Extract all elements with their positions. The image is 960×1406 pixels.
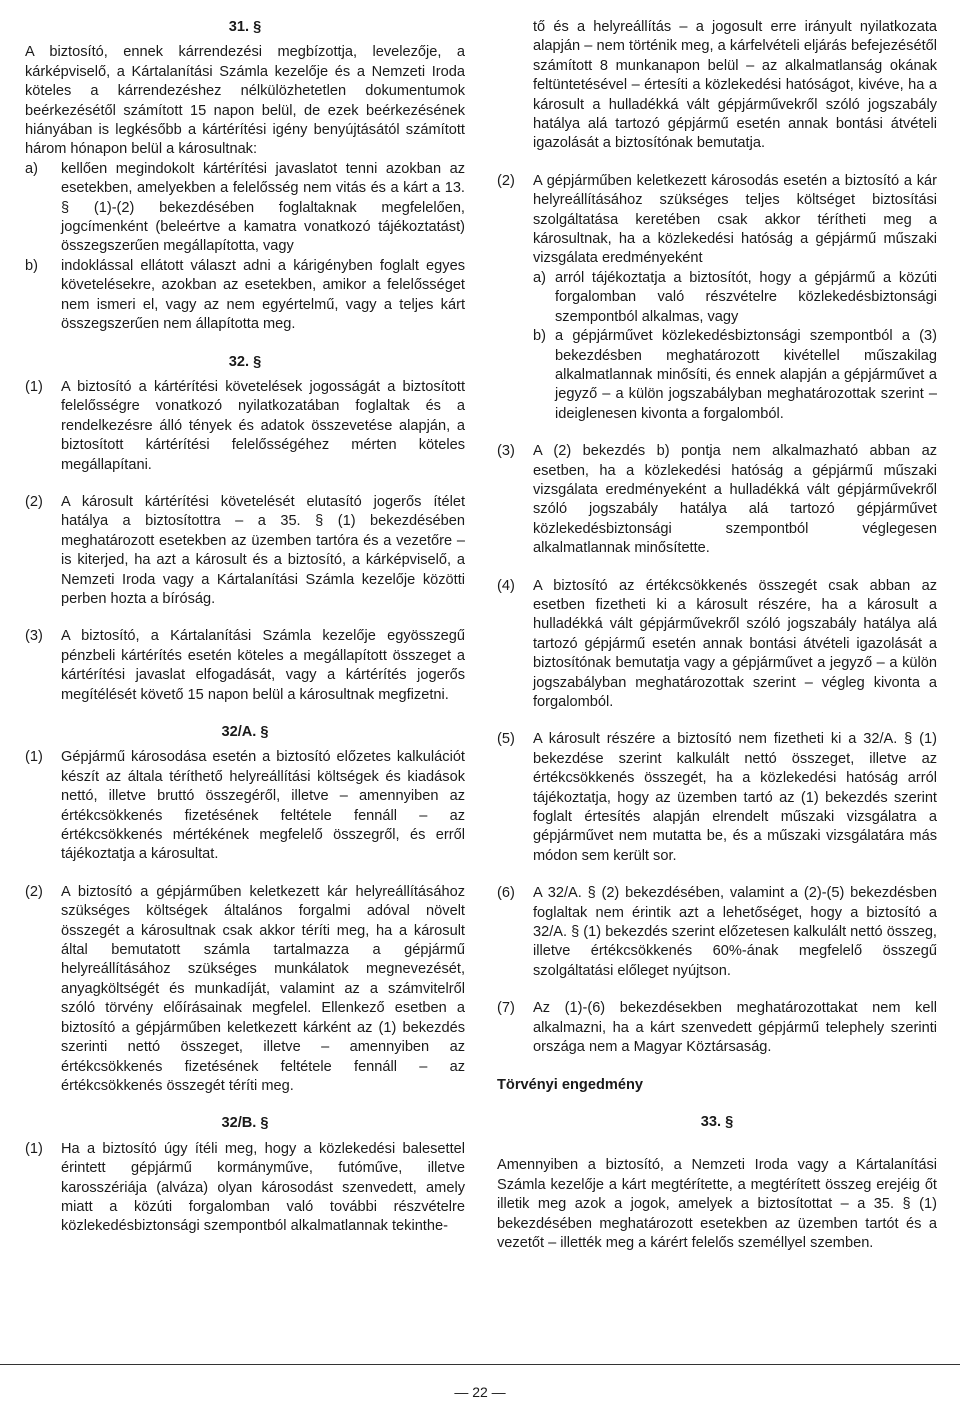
section-31-point-b [25, 257, 465, 335]
paragraph-label: (7) [497, 1000, 515, 1017]
paragraph-text: Gépjármű károsodása esetén a biztosító előzetes kalkulációt készít az általa téríthető helyreállítási költségek és kiadások nettó, illetve bruttó összegéről, illetve – amennyiben az értékcsökkenés fizetésének feltétele fennáll – az értékcsökkenés mértékének megfelelő összegről, és erről tájékoztatja a károsultat. [61, 749, 465, 863]
section-32a-paragraph-2 [25, 883, 465, 1096]
point-text: indoklással ellátott választ adni a kárigényben foglalt egyes követelésekre, azokban az esetekben, amikor a felelősséget nem ismeri el, vagy az nem egyértelmű, vagy a teljes kárt összegszerűen nem állapította meg. [61, 257, 465, 333]
paragraph-text: A károsult részére a biztosító nem fizetheti ki a 32/A. § (1) bekezdése szerint kalkulált nettó összeget, illetve az értékcsökkenés összegét, ha a közlekedési hatóság arról tájékoztatja, hogy az üzemben tartó az (1) bekezdés szerint foglalt értesítés alapján elrendelt műszaki vizsgálatra a gépjárművet nem mutatta be, és a műszaki vizsgálatára más módon sem került sor. [533, 731, 937, 864]
paragraph-label: (4) [497, 577, 515, 594]
left-column [25, 18, 465, 1237]
paragraph-text: Ha a biztosító úgy ítéli meg, hogy a közlekedési balesettel érintett gépjármű kormányműve, futóműve, illetve karosszériája (alváza) olyan károsodást szenvedett, amely miatt a közúti forgalomban való további részvételre közlekedésbiztonsági szempontból alkalmatlannak tekinthe- [61, 1140, 465, 1235]
paragraph-label: (1) [25, 749, 43, 766]
paragraph-text: Az (1)-(6) bekezdésekben meghatározottakat nem kell alkalmazni, ha a kárt szenvedett gépjármű telephely szerinti országa nem a Magyar Köztársaság. [533, 1000, 937, 1056]
section-32b-paragraph-3 [497, 442, 937, 558]
section-32b-paragraph-1 [25, 1140, 465, 1237]
section-32b-paragraph-4 [497, 577, 937, 713]
point-text: a gépjárművet közlekedésbiztonsági szempontból a (3) bekezdésben meghatározott kivétellel műszakilag alkalmatlannak minősíti, és ennek alapján a gépjárművet a jegyző – a külön jogszabályban meghatározottak szerint – ideiglenesen kivonta a forgalomból. [555, 328, 937, 422]
paragraph-text: A károsult kártérítési követelését elutasító jogerős ítélet hatálya a biztosítottra – a 35. § (1) bekezdésében meghatározott esetekben az üzemben tartóra és a vezetőre – is kiterjed, ha azt a károsult és a biztosító, a kárképviselő, a Nemzeti Iroda vagy a Kártalanítási Számla kezelője közötti perben hozta a bíróság. [61, 493, 465, 607]
paragraph-text: A (2) bekezdés b) pontja nem alkalmazható abban az esetben, ha a közlekedési hatóság a gépjármű műszaki vizsgálata eredményeként a hulladékká vált gépjárművekről szóló jogszabály hatálya alá tartozó gépjárművet közlekedésbiztonsági szempontból véglegesen alkalmatlannak minősítette. [533, 443, 937, 557]
point-text: kellően megindokolt kártérítési javaslatot tenni azokban az esetekben, amelyekben a felelősség nem vitás és a kárt a 13. § (1)-(2) bekezdésében foglaltaknak megfelelően, jogcímenként (beleértve a kamatra vonatkozó tájékoztatást) összegszerűen megállapította, vagy [61, 160, 465, 255]
section-33-heading: 33. § [700, 1113, 734, 1130]
section-32-heading: 32. § [228, 353, 262, 370]
paragraph-label: (2) [497, 172, 515, 189]
point-label: a) [533, 269, 546, 286]
section-32b-paragraph-7 [497, 999, 937, 1057]
paragraph-label: (2) [25, 493, 43, 510]
section-31-heading: 31. § [228, 19, 262, 35]
point-text: arról tájékoztatja a biztosítót, hogy a gépjármű a közúti forgalomban való részvételre közlekedésbiztonsági szempontból alkalmas, vagy [555, 269, 937, 325]
footer-divider [0, 1364, 960, 1365]
right-column [497, 18, 937, 1253]
point-label: a) [25, 160, 38, 177]
paragraph-label: (5) [497, 731, 515, 748]
section-32b-paragraph-5 [497, 730, 937, 866]
section-32b-point-a [533, 269, 937, 327]
section-32b-point-b [533, 327, 937, 424]
paragraph-label: (3) [25, 628, 43, 645]
paragraph-label: (3) [497, 443, 515, 460]
section-32a-heading: 32/A. § [221, 724, 269, 740]
paragraph-text: tő és a helyreállítás – a jogosult erre irányult nyilatkozata alapján – nem történik meg, a kárfelvételi eljárás befejezésétől számított 8 munkanapon belül – az alkalmatlanság okának feltüntetésével – értesíti a közlekedési hatóságot, kivéve, ha a károsult a hulladékká vált gépjárművekről szóló jogszabály hatálya alá tartozó gépjármű esetén annak bontási átvételi igazolását a biztosítónak bemutatja. [533, 19, 937, 152]
paragraph-label: (1) [25, 378, 43, 395]
section-32b-heading: 32/B. § [221, 1115, 269, 1132]
subheading-torvenyi-engedmeny: Törvényi engedmény [497, 1076, 643, 1093]
paragraph-label: (2) [25, 883, 43, 900]
paragraph-text: A 32/A. § (2) bekezdésében, valamint a (2)-(5) bekezdésben foglaltak nem érintik azt a lehetőséget, hogy a biztosító a 32/A. § (1) bekezdés szerint előzetesen kalkulált nettó összeg, illetve értékcsökkenés 60%-ának megfelelő összegű szolgáltatási előleget nyújtson. [533, 885, 937, 979]
point-label: b) [25, 257, 38, 274]
section-32b-paragraph-1-continued [497, 18, 937, 154]
paragraph-text: A gépjárműben keletkezett károsodás esetén a biztosító a kár helyreállításához szükséges teljes költséget biztosítási szolgáltatása keretében csak akkor térítheti meg a károsultnak, ha a közlekedési hatóság a gépjármű műszaki vizsgálata eredményeként [533, 172, 937, 267]
section-33-text: Amennyiben a biztosító, a Nemzeti Iroda vagy a Kártalanítási Számla kezelője a kárt megtérítette, a megtérített összeg erejéig őt illetik meg azok a jogok, amelyek a biztosítottat – a 35. § (1) bekezdésében meghatározott esetekben az üzemben tartót és a vezetőt – illették meg a kárért felelős személlyel szemben. [497, 1157, 937, 1251]
section-31-point-a [25, 160, 465, 257]
paragraph-text: A biztosító az értékcsökkenés összegét csak abban az esetben fizetheti ki a károsult részére, ha a károsult a hulladékká vált gépjárművekről szóló jogszabály hatálya alá tartozó gépjármű esetén annak bontási átvételi igazolását a biztosítónak bemutatja vagy a gépjárművet a jegyző – a külön jogszabályban meghatározottak szerint – végleg kivonta a forgalomból. [533, 577, 937, 710]
paragraph-text: A biztosító, a Kártalanítási Számla kezelője egyösszegű pénzbeli kártérítés esetén köteles a megállapított összeget a kártérítési javaslat elfogadását, vagy a kártérítés jogerős megítélését követő 15 napon belül a károsultnak megfizetni. [61, 628, 465, 703]
section-32-paragraph-1 [25, 378, 465, 475]
section-31-intro: A biztosító, ennek kárrendezési megbízottja, levelezője, a kárképviselő, a Kártalanítási Számla kezelője és a Nemzeti Iroda köteles a kárrendezéshez nélkülözhetetlen dokumentumok beérkezésétől számított 15 napon belül, de ezek beérkezésének hiányában is legkésőbb a kártérítési igény benyújtásától számított három hónapon belül a károsultnak: [25, 44, 465, 158]
paragraph-label: (6) [497, 885, 515, 902]
section-32b-paragraph-2 [497, 172, 937, 269]
paragraph-label: (1) [25, 1140, 43, 1157]
section-32b-paragraph-6 [497, 884, 937, 981]
section-32-paragraph-3 [25, 627, 465, 705]
section-32-paragraph-2 [25, 493, 465, 609]
paragraph-text: A biztosító a gépjárműben keletkezett kár helyreállításához szükséges költségek általános forgalmi adóval növelt összegét a károsultnak csak akkor téríti meg, ha a károsult által bemutatott számla tartalmazza a gépjármű helyreállításához szükséges munkálatok megnevezését, anyagköltségét és munkadíját, valamint az a számvitelről szóló törvény előírásainak megfelel. Ellenkező esetben a biztosító a gépjárműben keletkezett kárként az (1) bekezdés szerinti nettó összeget, illetve – amennyiben az értékcsökkenés fizetésének feltétele fennáll – az értékcsökkenés összegét téríti meg. [61, 883, 465, 1094]
paragraph-text: A biztosító a kártérítési követelések jogosságát a biztosított felelősségre vonatkozó nyilatkozatában foglaltak és a rendelkezésre álló tények és adatok összevetése alapján, a biztosított kártérítési felelősségéhez mérten köteles megállapítani. [61, 378, 465, 473]
section-32a-paragraph-1 [25, 748, 465, 864]
page-number: — 22 — [454, 1384, 506, 1400]
point-label: b) [533, 328, 546, 345]
